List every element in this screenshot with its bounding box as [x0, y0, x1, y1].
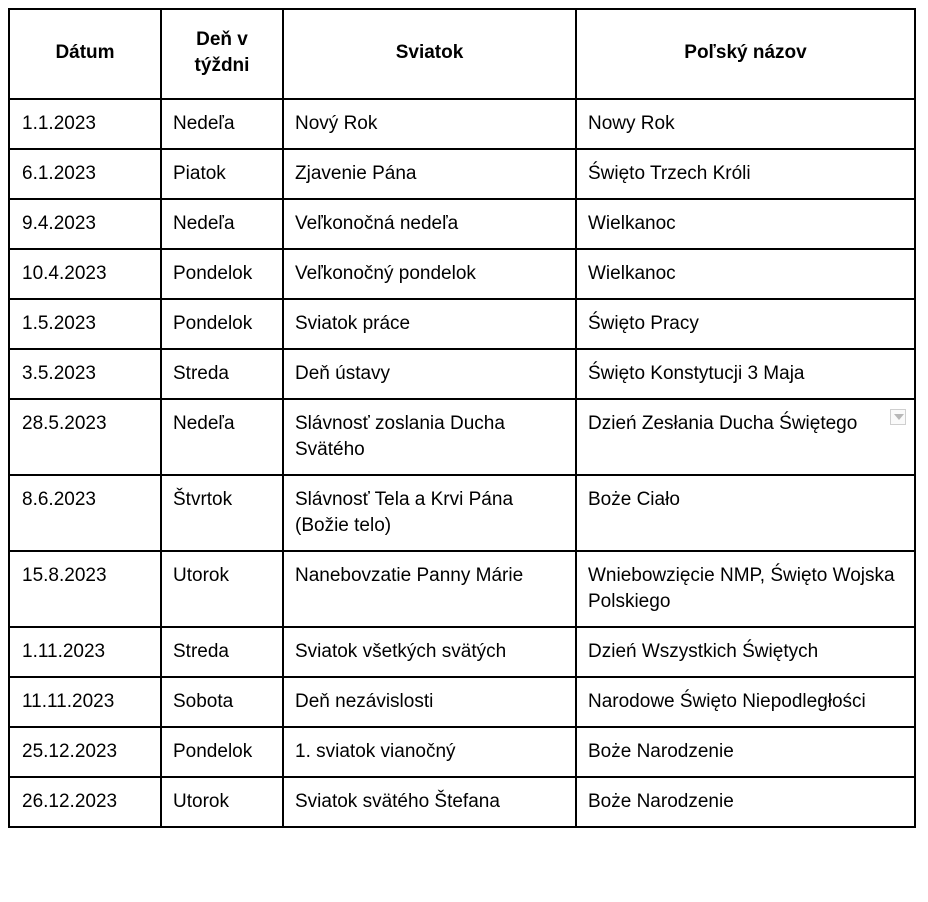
- table-row: [9, 199, 915, 249]
- column-header-polish-name: Poľský názov: [576, 9, 915, 99]
- column-header-holiday: Sviatok: [283, 9, 576, 99]
- cell-weekday: Pondelok: [161, 299, 283, 349]
- table-row: [9, 399, 915, 475]
- cell-holiday: Deň nezávislosti: [283, 677, 576, 727]
- cell-date: 11.11.2023: [9, 677, 161, 727]
- cell-holiday: 1. sviatok vianočný: [283, 727, 576, 777]
- resize-handle-icon[interactable]: [890, 409, 906, 425]
- cell-polish-name: Dzień Zesłania Ducha Świętego: [576, 399, 915, 475]
- cell-date: 25.12.2023: [9, 727, 161, 777]
- cell-date: 3.5.2023: [9, 349, 161, 399]
- cell-holiday: Sviatok všetkých svätých: [283, 627, 576, 677]
- cell-polish-name: Nowy Rok: [576, 99, 915, 149]
- cell-weekday: Streda: [161, 627, 283, 677]
- cell-polish-name: Święto Pracy: [576, 299, 915, 349]
- table-row: [9, 551, 915, 627]
- cell-holiday: Slávnosť zoslania Ducha Svätého: [283, 399, 576, 475]
- table-row: [9, 475, 915, 551]
- table-body: [9, 99, 915, 827]
- column-header-date: Dátum: [9, 9, 161, 99]
- column-header-weekday: Deň v týždni: [161, 9, 283, 99]
- table-row: [9, 299, 915, 349]
- table-row: [9, 249, 915, 299]
- cell-date: 28.5.2023: [9, 399, 161, 475]
- cell-date: 26.12.2023: [9, 777, 161, 827]
- cell-weekday: Streda: [161, 349, 283, 399]
- cell-date: 1.5.2023: [9, 299, 161, 349]
- holidays-table: [8, 8, 916, 828]
- cell-polish-name: Wniebowzięcie NMP, Święto Wojska Polskiego: [576, 551, 915, 627]
- cell-holiday: Slávnosť Tela a Krvi Pána (Božie telo): [283, 475, 576, 551]
- cell-polish-name: Dzień Wszystkich Świętych: [576, 627, 915, 677]
- cell-polish-name: Święto Konstytucji 3 Maja: [576, 349, 915, 399]
- cell-polish-name: Boże Narodzenie: [576, 727, 915, 777]
- cell-polish-name: Boże Ciało: [576, 475, 915, 551]
- cell-weekday: Pondelok: [161, 727, 283, 777]
- cell-holiday: Sviatok práce: [283, 299, 576, 349]
- cell-date: 9.4.2023: [9, 199, 161, 249]
- cell-holiday: Zjavenie Pána: [283, 149, 576, 199]
- table-header: [9, 9, 915, 99]
- cell-date: 8.6.2023: [9, 475, 161, 551]
- table-row: [9, 727, 915, 777]
- cell-date: 1.11.2023: [9, 627, 161, 677]
- cell-weekday: Nedeľa: [161, 199, 283, 249]
- cell-weekday: Piatok: [161, 149, 283, 199]
- cell-polish-name: Święto Trzech Króli: [576, 149, 915, 199]
- table-row: [9, 99, 915, 149]
- cell-weekday: Štvrtok: [161, 475, 283, 551]
- table-row: [9, 627, 915, 677]
- cell-holiday: Deň ústavy: [283, 349, 576, 399]
- table-row: [9, 349, 915, 399]
- cell-date: 10.4.2023: [9, 249, 161, 299]
- cell-weekday: Nedeľa: [161, 99, 283, 149]
- table-row: [9, 777, 915, 827]
- cell-polish-name: Wielkanoc: [576, 199, 915, 249]
- cell-polish-name: Narodowe Święto Niepodległości: [576, 677, 915, 727]
- cell-weekday: Pondelok: [161, 249, 283, 299]
- cell-holiday: Veľkonočný pondelok: [283, 249, 576, 299]
- cell-holiday: Sviatok svätého Štefana: [283, 777, 576, 827]
- cell-weekday: Utorok: [161, 551, 283, 627]
- cell-date: 1.1.2023: [9, 99, 161, 149]
- cell-date: 15.8.2023: [9, 551, 161, 627]
- cell-date: 6.1.2023: [9, 149, 161, 199]
- cell-holiday: Nový Rok: [283, 99, 576, 149]
- table-row: [9, 677, 915, 727]
- cell-holiday: Nanebovzatie Panny Márie: [283, 551, 576, 627]
- cell-holiday: Veľkonočná nedeľa: [283, 199, 576, 249]
- table-header-row: [9, 9, 915, 99]
- cell-weekday: Nedeľa: [161, 399, 283, 475]
- cell-polish-name: Wielkanoc: [576, 249, 915, 299]
- cell-weekday: Sobota: [161, 677, 283, 727]
- cell-weekday: Utorok: [161, 777, 283, 827]
- cell-polish-name: Boże Narodzenie: [576, 777, 915, 827]
- table-row: [9, 149, 915, 199]
